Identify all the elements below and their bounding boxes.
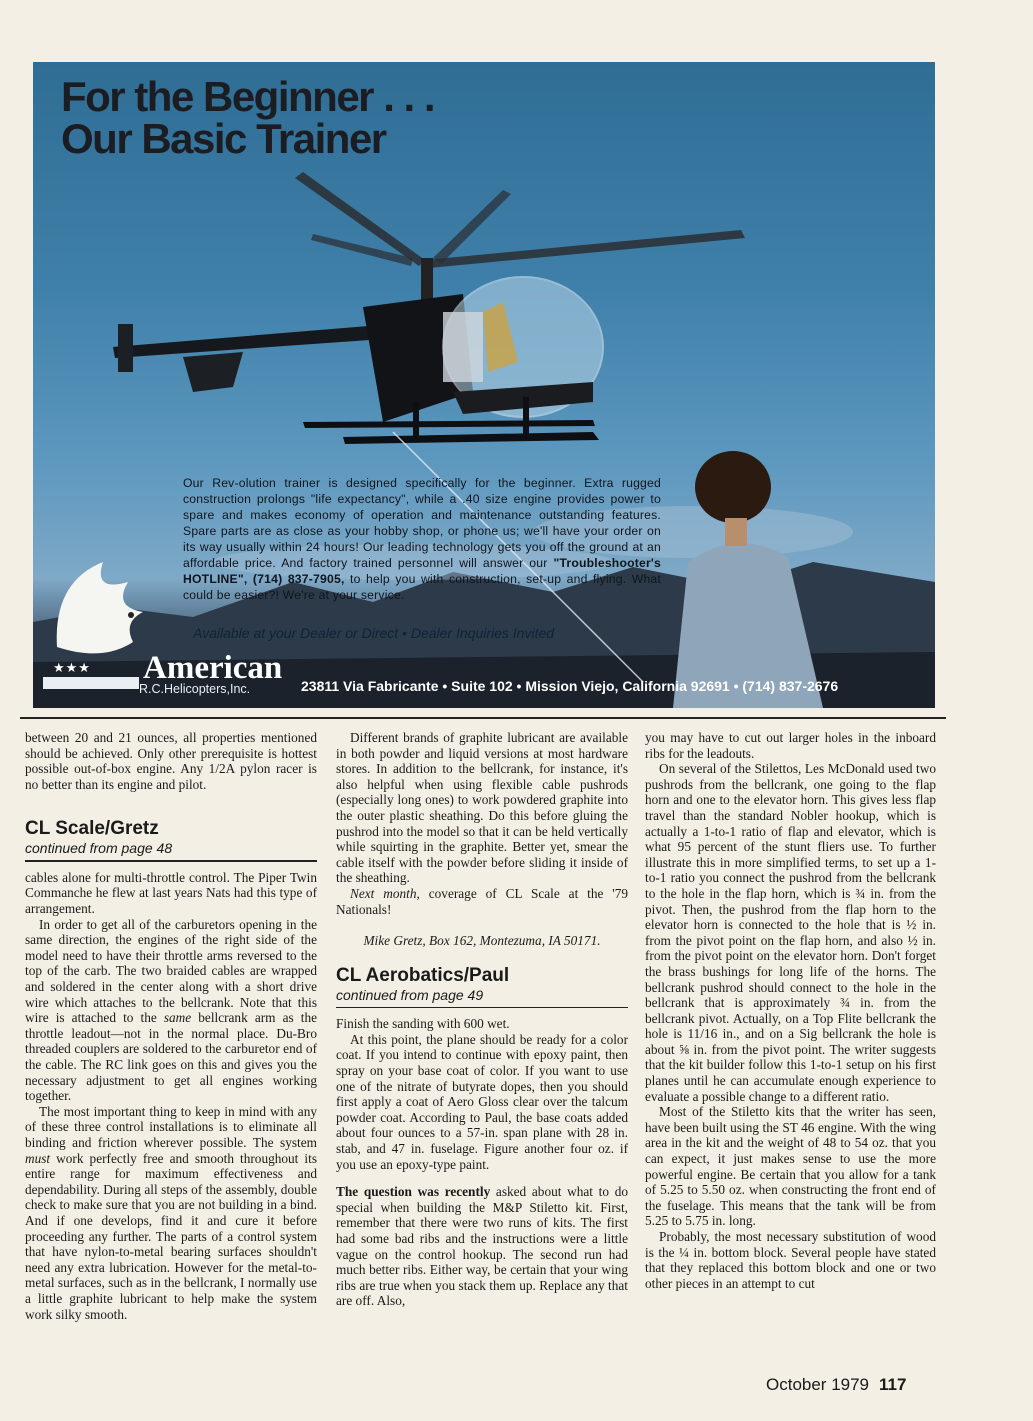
- paragraph: In order to get all of the carburetors opening in the same direction, the engines of the right side of the model need to have their throttle arms reversed to the top of the carb. The two braided cables are wrapped and soldered in the center along with a short drive wire which attaches to the bellcrank. Note that this wire is attached to the same bellcrank arm as the throttle leadout—not in the normal place. Du-Bro threaded couplers are soldered to the carburetor end of the cable. The RC link goes on this and gives you the necessary adjustment to get all engines working together.: [25, 916, 317, 1104]
- paragraph: Next month, coverage of CL Scale at the '79 Nationals!: [336, 885, 629, 917]
- paragraph: On several of the Stilettos, Les McDonald used two pushrods from the bellcrank, one going to the flap horn and one to the elevator horn. This gives less flap travel than the standard Nobler hookup, which is actually a 1-to-1 ratio of flap and elevator, which is what 95 percent of the stunt fliers use. To further illustrate this in more simplified terms, to set up a 1-to-1 ratio you connect the pushrod from the bellcrank to the hole in the flap horn, which is ¾ in. from the pivot. Then, the pushrod from the flap horn to the elevator horn is connected to the hole that is ½ in. from the pivot point on the flap horn, and also ½ in. from the pivot point on the elevator horn. Don't forget the brass bushings for long life of the horns. The bellcrank pushrod should connect to the hole in the bellcrank that is approximately ¾ in. from the bellcrank pivot. Actually, on a Top Flite bellcrank the hole is 11/16 in., and on a Sig bellcrank the hole is about ⅝ in. from the pivot point. The writer suggests that the kit builder follow this 1-to-1 setup on his first planes until he can accumulate enough experience to evaluate a possible change to a different ratio.: [645, 761, 936, 1104]
- tail-rotor: [118, 324, 133, 372]
- section-title: CL Aerobatics/Paul: [336, 964, 510, 986]
- ad-body-run: (714) 837-7905,: [252, 572, 345, 586]
- seat: [443, 312, 483, 382]
- column-1: [25, 730, 317, 1322]
- landing-skid: [343, 432, 599, 444]
- headline-line-1: For the Beginner . . .: [61, 73, 435, 120]
- section-subtitle: continued from page 48: [25, 840, 173, 857]
- section-rule: [336, 1007, 628, 1009]
- section-subtitle: continued from page 49: [336, 986, 484, 1003]
- ad-headline: [61, 73, 435, 162]
- paragraph: you may have to cut out larger holes in the inboard ribs for the leadouts.: [645, 730, 936, 761]
- section-rule: [25, 860, 317, 862]
- author-signature: Mike Gretz, Box 162, Montezuma, IA 50171.: [363, 933, 601, 949]
- column-2: [336, 730, 628, 1309]
- ad-body-run: to help you with construction, set-up and flying. What could be easier?! We're at your service.: [183, 572, 661, 602]
- rotor-blade: [433, 190, 511, 264]
- eagle-logo-icon: [57, 562, 143, 653]
- page-number: 117: [879, 1375, 907, 1394]
- paragraph: The question was recently asked about what to do special when building the M&P Stiletto kit. First, remember that there were two runs of kits. The first had some bad ribs and the instructions were a little vague on the control hookup. The second run had much better ribs. Either way, be certain that your wing ribs are true when you stack them up. Replace any that are off. Also,: [336, 1184, 628, 1309]
- paragraph: between 20 and 21 ounces, all properties mentioned should be achieved. Only other prerequisite is hottest possible out-of-box engine. Any 1/2A pylon racer is no better than its engine and pilot.: [25, 730, 317, 792]
- paragraph: The most important thing to keep in mind with any of these three control installations is to eliminate all binding and friction wherever possible. The system must work perfectly free and smooth throughout its entire range for maximum effectiveness and dependability. During all steps of the assembly, double check to make sure that you are not building in a bind. And if one develops, find it and cure it before proceeding any further. The parts of a control system that have nylon-to-metal bearing surfaces shouldn't need any extra lubrication. However for the metal-to-metal surfaces, such as in the bellcrank, I normally use a little graphite lubricant to help make the system work silky smooth.: [25, 1103, 317, 1322]
- brand-subtitle: R.C.Helicopters,Inc.: [139, 682, 251, 696]
- rotor-blade: [425, 230, 745, 268]
- headline-line-2: Our Basic Trainer: [61, 115, 386, 162]
- logo-bar: [43, 677, 139, 689]
- brand-name: American: [143, 650, 283, 686]
- ad-body-run: "Troubleshooter's HOTLINE",: [183, 556, 661, 586]
- brand-address: 23811 Via Fabricante • Suite 102 • Mission Viejo, California 92691 • (714) 837-2676: [301, 678, 839, 694]
- person-neck: [725, 518, 747, 546]
- tail-fin: [183, 352, 243, 392]
- divider-rule: [20, 717, 946, 719]
- issue-date: October 1979: [766, 1375, 870, 1394]
- column-3: [645, 730, 936, 1291]
- ad-body-run: Our Rev-olution trainer is designed specifically for the beginner. Extra rugged construction prolongs "life expectancy", while a .40 size engine provides power to spare and makes economy of operation and maintenance outstanding features. Spare parts are as close as your hobby shop, or phone us; we'll have your order on its way usually within 24 hours! Our leading technology gets you off the ground at an affordable price. And factory trained personnel will answer our: [183, 476, 661, 570]
- paragraph: Finish the sanding with 600 wet.: [336, 1016, 510, 1032]
- ad-tagline: Available at your Dealer or Direct • Dealer Inquiries Invited: [193, 625, 555, 641]
- stars-icon: ★★★: [53, 660, 91, 675]
- page-footer: [766, 1375, 906, 1395]
- paragraph: Probably, the most necessary substitution of wood is the ¼ in. bottom block. Several people have stated that they replaced this bottom block and one or two other pieces in an attempt to cut: [645, 1229, 936, 1291]
- ad-body-text: [183, 475, 661, 603]
- landing-skid: [303, 420, 595, 428]
- advertisement: [33, 62, 935, 708]
- paragraph: Most of the Stiletto kits that the writer has seen, have been built using the ST 46 engine. With the wing area in the kit and the weight of 48 to 54 oz. that you can expect, it just makes sense to use the more powerful engine. Be certain that you allow for a tank of 5.25 to 5.50 oz. when constructing the front end of the fuselage. This means that the tank will be from 5.25 to 5.75 in. long.: [645, 1104, 936, 1229]
- tail-boom: [113, 324, 397, 358]
- paragraph: Different brands of graphite lubricant are available in both powder and liquid versions at most hardware stores. In addition to the bellcrank, for instance, it's also helpful when using flexible cable pushrods (especially long ones) to work powdered graphite into the outer plastic sheathing. Do this before gluing the pushrod into the model so that it can be held vertically while squirting in the graphite. Better yet, smear the cable itself with the powder before sliding it inside of the sheathing.: [336, 730, 628, 886]
- person-head: [695, 451, 771, 523]
- section-title: CL Scale/Gretz: [25, 818, 159, 840]
- paragraph: cables alone for multi-throttle control. The Piper Twin Commanche he flew at last years Nats had this type of arrangement.: [25, 869, 317, 917]
- paragraph: At this point, the plane should be ready for a color coat. If you intend to continue with epoxy paint, then spray on your base coat of color. If you want to use one of the nitrate of butyrate dopes, then you should first apply a coat of Aero Gloss clear over the talcum powder coat. According to Paul, the base coats added about four ounces to a 57-in. span plane with 28 in. stab, and 47 in. fuselage. Figure another four oz. if you use an epoxy-type paint.: [336, 1031, 628, 1172]
